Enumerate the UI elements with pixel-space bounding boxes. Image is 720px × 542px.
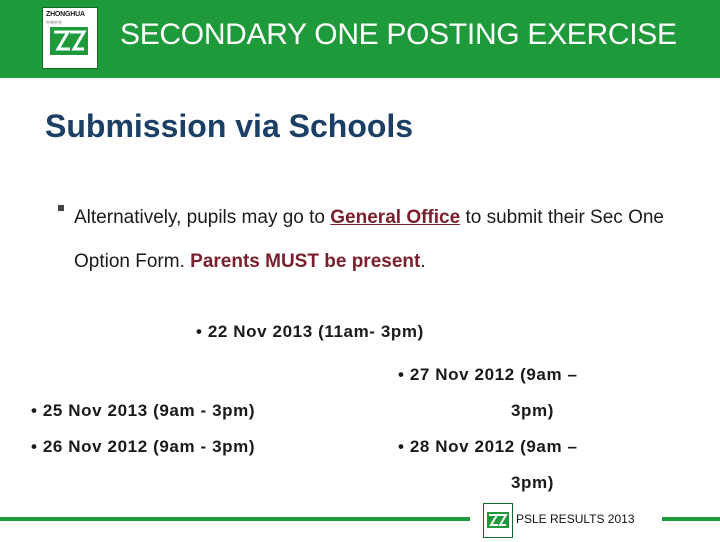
bullet-square-icon <box>58 205 64 211</box>
footer-logo-mark-icon <box>484 504 512 537</box>
logo-chinese-name: 中华中学 <box>46 20 62 25</box>
zh-logo-mark-icon <box>50 27 88 55</box>
header-banner <box>0 0 720 78</box>
parents-present-text: Parents MUST be present <box>190 251 421 272</box>
date-item-22-nov: • 22 Nov 2013 (11am- 3pm) <box>196 322 424 341</box>
date-item-27-nov-end: 3pm) <box>511 401 555 420</box>
school-logo <box>42 7 98 69</box>
footer-school-logo <box>483 503 513 538</box>
general-office-text: General Office <box>330 207 461 228</box>
logo-name: ZHONGHUA <box>46 11 85 18</box>
footer-label: PSLE RESULTS 2013 <box>516 512 635 526</box>
date-item-28-nov: • 28 Nov 2012 (9am – <box>398 437 578 456</box>
date-item-27-nov: • 27 Nov 2012 (9am – <box>398 365 578 384</box>
date-item-25-nov: • 25 Nov 2013 (9am - 3pm) <box>31 401 256 420</box>
paragraph-text-3: . <box>420 251 426 272</box>
page-title: SECONDARY ONE POSTING EXERCISE <box>120 18 677 51</box>
footer-line-left <box>0 517 470 521</box>
paragraph-text-1: Alternatively, pupils may go to <box>74 207 331 228</box>
section-heading: Submission via Schools <box>45 108 414 144</box>
date-item-28-nov-end: 3pm) <box>511 473 555 492</box>
date-item-26-nov: • 26 Nov 2012 (9am - 3pm) <box>31 437 256 456</box>
footer-line-right <box>662 517 720 521</box>
paragraph-text-2: to submit their Sec One Option Form. <box>74 207 664 272</box>
instruction-paragraph <box>74 196 694 284</box>
